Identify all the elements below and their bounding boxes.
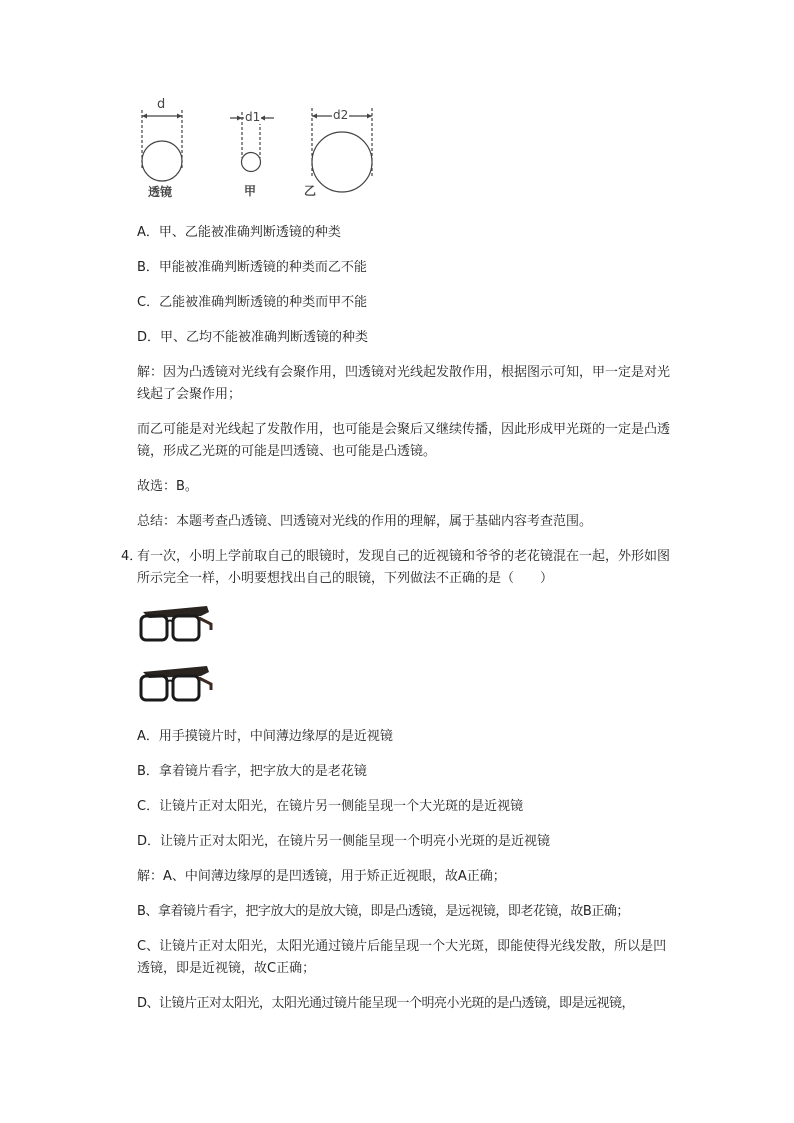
label-d: d xyxy=(157,97,166,112)
q3-summary: 总结：本题考查凸透镜、凹透镜对光线的作用的理解，属于基础内容考查范围。 xyxy=(137,514,593,529)
q3-option-b: B．甲能被准确判断透镜的种类而乙不能 xyxy=(137,260,367,275)
label-yi: 乙 xyxy=(304,184,317,198)
q4-solution-d: D、让镜片正对太阳光，太阳光通过镜片能呈现一个明亮小光斑的是凸透镜，即是远视镜， xyxy=(137,996,635,1011)
label-lens: 透镜 xyxy=(148,185,173,199)
q4-solution-a: 解：A、中间薄边缘厚的是凹透镜，用于矫正近视眼，故A正确； xyxy=(137,869,506,884)
glasses-figure-2 xyxy=(137,662,213,710)
q4-option-a: A．用手摸镜片时，中间薄边缘厚的是近视镜 xyxy=(137,729,393,744)
lens-spot-diagram xyxy=(138,98,388,202)
q4-solution-b: B、拿着镜片看字，把字放大的是放大镜，即是凸透镜，是远视镜，即老花镜，故B正确； xyxy=(137,904,629,919)
q4-stem: 有一次，小明上学前取自己的眼镜时，发现自己的近视镜和爷爷的老花镜混在一起，外形如图所示完全一样，小明要想找出自己的眼镜，下列做法不正确的是（ ） xyxy=(137,549,671,586)
glasses-icon xyxy=(137,662,213,710)
q3-option-a: A．甲、乙能被准确判断透镜的种类 xyxy=(137,225,341,240)
q3-answer: 故选：B。 xyxy=(137,479,198,494)
glasses-icon xyxy=(137,602,213,650)
label-d2: d2 xyxy=(333,108,349,122)
glasses-figure-1 xyxy=(137,602,213,650)
q4-number: 4． xyxy=(121,549,143,564)
q3-option-c: C．乙能被准确判断透镜的种类而甲不能 xyxy=(137,295,368,310)
q4-option-b: B．拿着镜片看字，把字放大的是老花镜 xyxy=(137,764,367,779)
q4-option-c: C．让镜片正对太阳光，在镜片另一侧能呈现一个大光斑的是近视镜 xyxy=(137,799,524,814)
q4-solution-c: C、让镜片正对太阳光，太阳光通过镜片后能呈现一个大光斑，即能使得光线发散，所以是凹透镜，即是近视镜，故C正确； xyxy=(137,939,667,976)
label-jia: 甲 xyxy=(244,184,257,198)
q3-solution-1: 解：因为凸透镜对光线有会聚作用，凹透镜对光线起发散作用，根据图示可知，甲一定是对光线起了会聚作用； xyxy=(137,365,671,402)
lens-spot-figure xyxy=(138,98,388,202)
label-d1: d1 xyxy=(245,110,261,124)
q3-option-d: D．甲、乙均不能被准确判断透镜的种类 xyxy=(137,330,369,345)
q4-option-d: D．让镜片正对太阳光，在镜片另一侧能呈现一个明亮小光斑的是近视镜 xyxy=(137,834,551,849)
q3-solution-2: 而乙可能是对光线起了发散作用，也可能是会聚后又继续传播，因此形成甲光斑的一定是凸透镜，形成乙光斑的可能是凹透镜、也可能是凸透镜。 xyxy=(137,422,671,459)
